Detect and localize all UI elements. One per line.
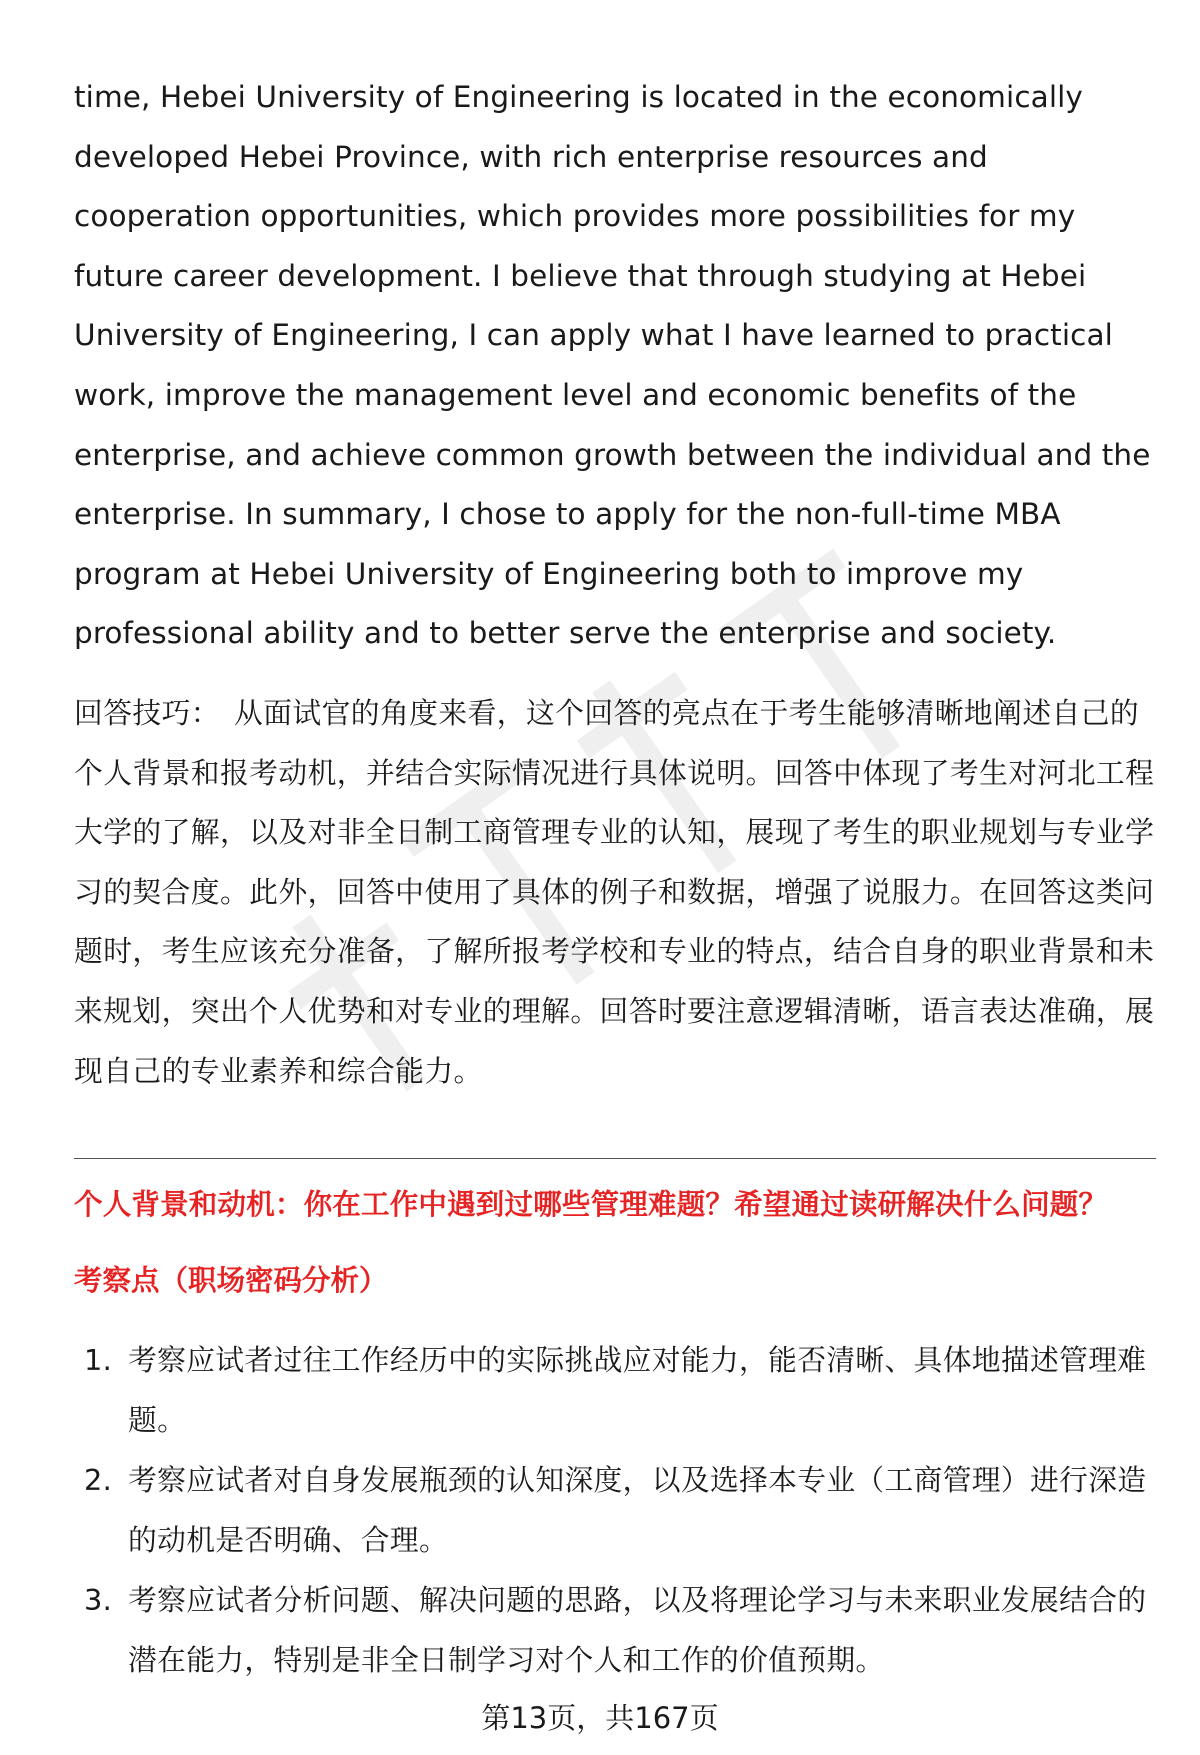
- list-item-text: 考察应试者过往工作经历中的实际挑战应对能力，能否清晰、具体地描述管理难题。: [128, 1343, 1147, 1437]
- list-item-number: 2.: [84, 1463, 113, 1497]
- assessment-points-list: [74, 1330, 1156, 1690]
- list-item-text: 考察应试者对自身发展瓶颈的认知深度，以及选择本专业（工商管理）进行深造的动机是否明确、合理。: [128, 1463, 1147, 1557]
- list-item: [74, 1450, 1156, 1570]
- list-item: [74, 1570, 1156, 1690]
- content-column: [74, 68, 1156, 1101]
- points-heading: 考察点（职场密码分析）: [74, 1264, 388, 1297]
- section-divider: [74, 1158, 1156, 1159]
- list-item-number: 1.: [84, 1343, 113, 1377]
- page-footer: 第13页，共167页: [481, 1701, 719, 1735]
- list-item-text: 考察应试者分析问题、解决问题的思路，以及将理论学习与未来职业发展结合的潜在能力，特别是非全日制学习对个人和工作的价值预期。: [128, 1583, 1147, 1677]
- tips-text: 从面试官的角度来看，这个回答的亮点在于考生能够清晰地阐述自己的个人背景和报考动机，并结合实际情况进行具体说明。回答中体现了考生对河北工程大学的了解，以及对非全日制工商管理专业的认知，展现了考生的职业规划与专业学习的契合度。此外，回答中使用了具体的例子和数据，增强了说服力。在回答这类问题时，考生应该充分准备，了解所报考学校和专业的特点，结合自身的职业背景和未来规划，突出个人优势和对专业的理解。回答时要注意逻辑清晰，语言表达准确，展现自己的专业素养和综合能力。: [74, 695, 1155, 1088]
- list-item: [74, 1330, 1156, 1450]
- tips-label: 回答技巧：: [74, 695, 220, 730]
- list-item-number: 3.: [84, 1583, 113, 1617]
- answer-tips: [74, 684, 1156, 1101]
- question-heading: 个人背景和动机：你在工作中遇到过哪些管理难题？希望通过读研解决什么问题？: [74, 1188, 1108, 1221]
- answer-english-paragraph: time, Hebei University of Engineering is located in the economically developed Hebei Province, with rich enterprise resources and cooperation opportunities, which provides more possibilities for my future career development. I believe that through studying at Hebei University of Engineering, I can apply what I have learned to practical work, improve the management level and economic benefits of the enterprise, and achieve common growth between the individual and the enterprise. In summary, I chose to apply for the non-full-time MBA program at Hebei University of Engineering both to improve my professional ability and to better serve the enterprise and society.: [74, 80, 1151, 651]
